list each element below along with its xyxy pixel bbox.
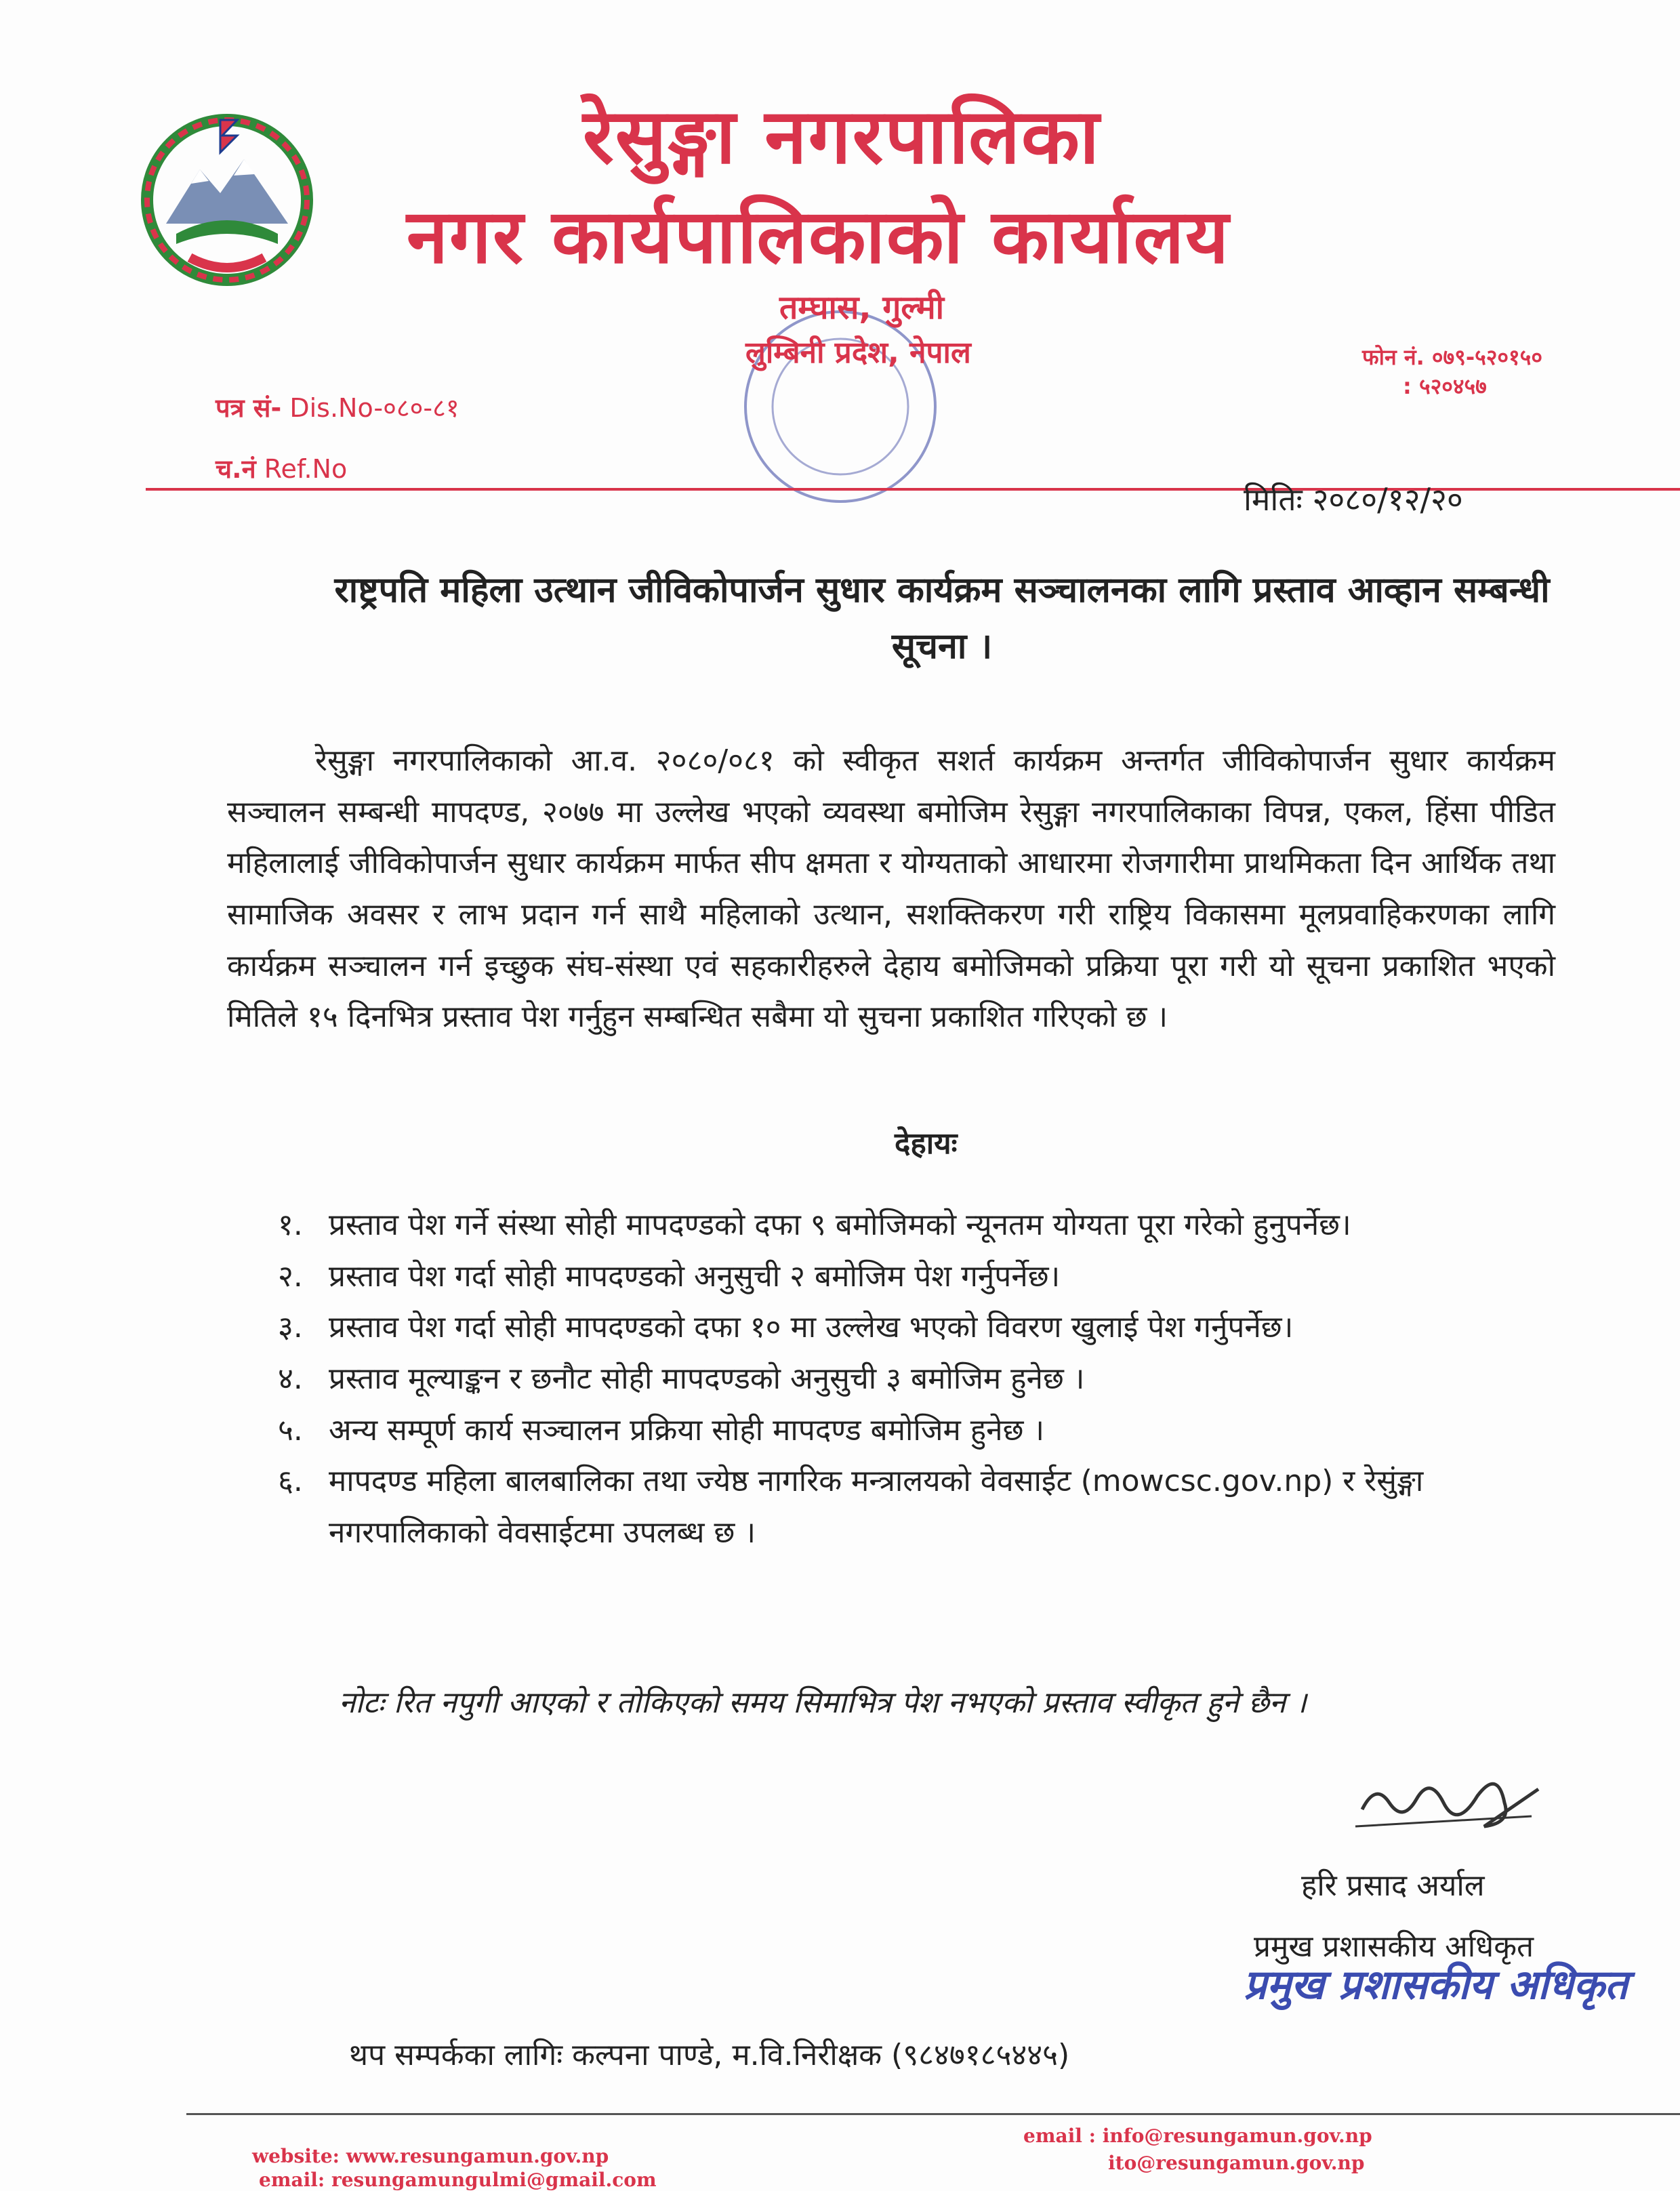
notice-note: नोटः रित नपुगी आएको र तोकिएको समय सिमाभित्र पेश नभएको प्रस्ताव स्वीकृत हुने छैन ।: [339, 1685, 1307, 1720]
dispatch-number-label: च.नं: [216, 454, 256, 484]
footer-email-ito[interactable]: ito@resungamun.gov.np: [1108, 2152, 1365, 2174]
footer-email-info[interactable]: email : info@resungamun.gov.np: [1023, 2125, 1372, 2147]
footer-email-gmail[interactable]: email: resungamungulmi@gmail.com: [259, 2169, 657, 2191]
signatory-name: हरि प्रसाद अर्याल: [1301, 1868, 1485, 1903]
signatory-stamp: प्रमुख प्रशासकीय अधिकृत: [1244, 1961, 1628, 2009]
footer-website[interactable]: website: www.resungamun.gov.np: [252, 2145, 609, 2167]
condition-number: १.: [278, 1208, 303, 1242]
condition-number: ६.: [278, 1464, 303, 1499]
letter-number-value: Dis.No-०८०-८१: [289, 393, 459, 423]
letter-number-label: पत्र सं-: [216, 393, 282, 423]
notice-subject: राष्ट्रपति महिला उत्थान जीविकोपार्जन सुधार कार्यक्रम सञ्चालनका लागि प्रस्ताव आव्हान सम्बन्धी सूचना ।: [334, 570, 1550, 668]
condition-item: [278, 1200, 1565, 1251]
condition-item: [278, 1251, 1565, 1303]
address-line-1: तम्घास, गुल्मी: [779, 289, 945, 327]
notice-body: रेसुङ्गा नगरपालिकाको आ.व. २०८०/०८१ को स्वीकृत सशर्त कार्यक्रम अन्तर्गत जीविकोपार्जन सुधार कार्यक्रम सञ्चालन सम्बन्धी मापदण्ड, २०७७ मा उल्लेख भएको व्यवस्था बमोजिम रेसुङ्गा नगरपालिकाका विपन्न, एकल, हिंसा पीडित महिलालाई जीविकोपार्जन सुधार कार्यक्रम मार्फत सीप क्षमता र योग्यताको आधारमा रोजगारीमा प्राथमिकता दिन आर्थिक तथा सामाजिक अवसर र लाभ प्रदान गर्न साथै महिलाको उत्थान, सशक्तिकरण गरी राष्ट्रिय विकासमा मूलप्रवाहिकरणका लागि कार्यक्रम सञ्चालन गर्न इच्छुक संघ-संस्था एवं सहकारीहरुले देहाय बमोजिमको प्रक्रिया पूरा गरी यो सूचना प्रकाशित भएको मितिले १५ दिनभित्र प्रस्ताव पेश गर्नुहुन सम्बन्धित सबैमा यो सुचना प्रकाशित गरिएको छ ।: [227, 743, 1555, 1035]
condition-item: [278, 1456, 1565, 1558]
municipality-name: रेसुङ्गा नगरपालिका: [583, 93, 1101, 181]
conditions-heading: देहायः: [895, 1126, 958, 1161]
condition-item: [278, 1302, 1565, 1353]
condition-text: प्रस्ताव पेश गर्ने संस्था सोही मापदण्डको दफा ९ बमोजिमको न्यूनतम योग्यता पूरा गरेको हुनुपर्नेछ।: [329, 1208, 1351, 1242]
contact-info: थप सम्पर्कका लागिः कल्पना पाण्डे, म.वि.निरीक्षक (९८४७१८५४४५): [349, 2038, 1070, 2072]
condition-number: ३.: [278, 1310, 303, 1345]
letter-number: [216, 390, 459, 425]
phone-number: फोन नं. ०७९-५२०१५०: [1362, 344, 1542, 370]
condition-item: [278, 1353, 1565, 1405]
condition-text: प्रस्ताव पेश गर्दा सोही मापदण्डको अनुसुची २ बमोजिम पेश गर्नुपर्नेछ।: [329, 1258, 1061, 1294]
condition-text: मापदण्ड महिला बालबालिका तथा ज्येष्ठ नागरिक मन्त्रालयको वेवसाईट (mowcsc.gov.np) र रेसुंङ्गा नगरपालिकाको वेवसाईटमा उपलब्ध छ ।: [329, 1464, 1424, 1551]
address-line-2: लुम्बिनी प्रदेश, नेपाल: [745, 335, 971, 370]
condition-number: २.: [278, 1258, 303, 1294]
condition-number: ४.: [278, 1361, 303, 1397]
conditions-list: [278, 1200, 1565, 1559]
phone-number-2: : ५२०४५७: [1403, 373, 1487, 399]
condition-text: अन्य सम्पूर्ण कार्य सञ्चालन प्रक्रिया सोही मापदण्ड बमोजिम हुनेछ ।: [329, 1412, 1045, 1448]
condition-text: प्रस्ताव मूल्याङ्कन र छनौट सोही मापदण्डको अनुसुची ३ बमोजिम हुनेछ ।: [329, 1361, 1085, 1397]
condition-number: ५.: [278, 1412, 303, 1448]
signature-icon: [1349, 1762, 1552, 1843]
dispatch-number-value: Ref.No: [264, 454, 348, 484]
office-name: नगर कार्यपालिकाको कार्यालय: [407, 193, 1230, 280]
letter-date: मितिः २०८०/१२/२०: [1244, 481, 1463, 518]
dispatch-number: [216, 451, 347, 486]
nepal-emblem-icon: [136, 105, 319, 288]
signatory-title: प्रमुख प्रशासकीय अधिकृत: [1254, 1929, 1534, 1964]
condition-item: [278, 1405, 1565, 1456]
footer-divider: [186, 2113, 1680, 2115]
condition-text: प्रस्ताव पेश गर्दा सोही मापदण्डको दफा १० मा उल्लेख भएको विवरण खुलाई पेश गर्नुपर्नेछ।: [329, 1310, 1294, 1345]
